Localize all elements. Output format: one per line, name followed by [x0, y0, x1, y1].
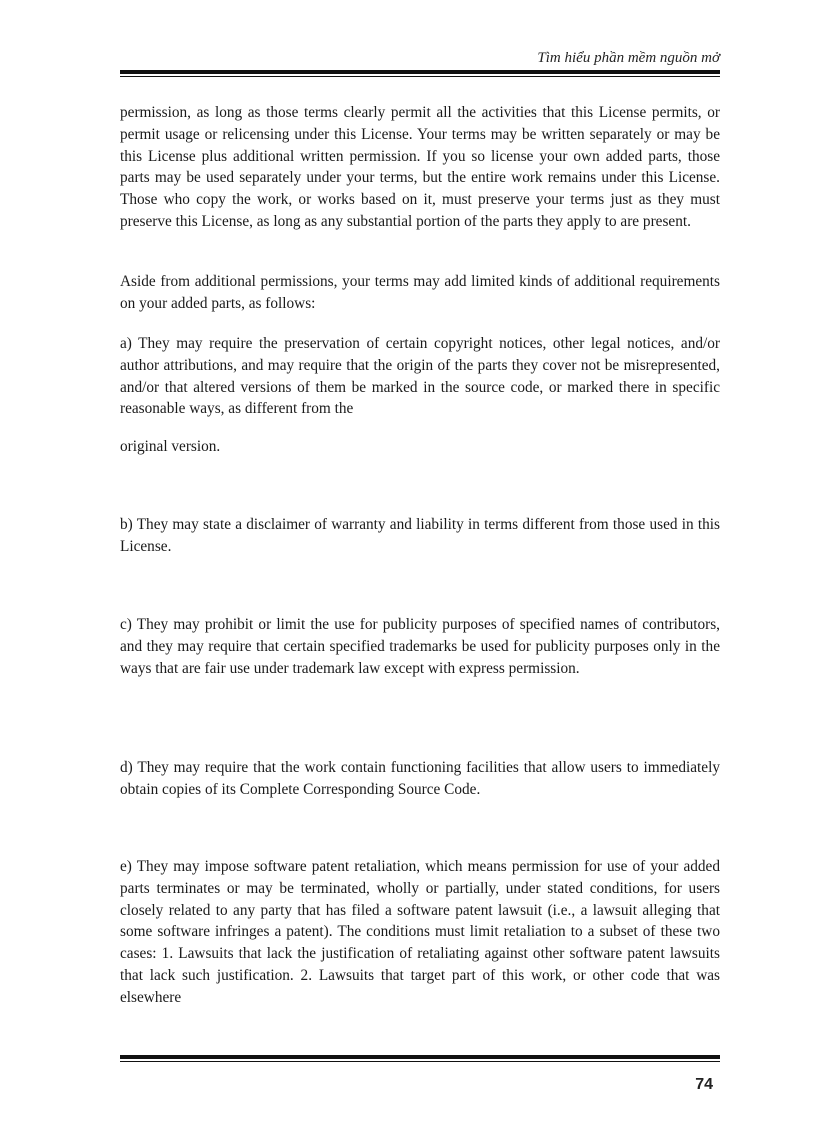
page-header-title: Tìm hiểu phần mềm nguồn mở — [537, 50, 720, 66]
paragraph-b: b) They may state a disclaimer of warranty and liability in terms different from those used in this License. — [120, 516, 720, 555]
paragraph-d: d) They may require that the work contain functioning facilities that allow users to immediately obtain copies of its Complete Corresponding Source Code. — [120, 759, 720, 798]
header-rule — [120, 70, 720, 77]
paragraph-a: a) They may require the preservation of certain copyright notices, other legal notices, and/or author attributions, and may require that the origin of the parts they cover not be misrepresented, and/or that altered versions of them be marked in the source code, or marked there in specific reasonable ways, as different from the — [120, 335, 720, 418]
footer-rule — [120, 1055, 720, 1062]
paragraph-e: e) They may impose software patent retaliation, which means permission for use of your added parts terminates or may be terminated, wholly or partially, under stated conditions, for users closely related to any party that has filed a software patent lawsuit (i.e., a lawsuit alleging that some software infringes a patent). The conditions must limit retaliation to a subset of these two cases: 1. Lawsuits that lack the justification of retaliating against other software patent lawsuits that lack such justification. 2. Lawsuits that target part of this work, or other code that was elsewhere — [120, 858, 720, 1006]
paragraph-aside: Aside from additional permissions, your terms may add limited kinds of additional requirements on your added parts, as follows: — [120, 273, 720, 312]
paragraph-permission: permission, as long as those terms clearly permit all the activities that this License permits, or permit usage or relicensing under this License. Your terms may be written separately or may be this License plus additional written permission. If you so license your own added parts, those parts may be used separately under your terms, but the entire work remains under this License. Those who copy the work, or works based on it, must preserve your terms just as they must preserve this License, as long as any substantial portion of the parts they apply to are present. — [120, 104, 720, 230]
page-number: 74 — [695, 1076, 713, 1093]
paragraph-a-continued: original version. — [120, 438, 221, 455]
paragraph-c: c) They may prohibit or limit the use for publicity purposes of specified names of contributors, and they may require that certain specified trademarks be used for publicity purposes only in the ways that are fair use under trademark law except with express permission. — [120, 616, 720, 677]
